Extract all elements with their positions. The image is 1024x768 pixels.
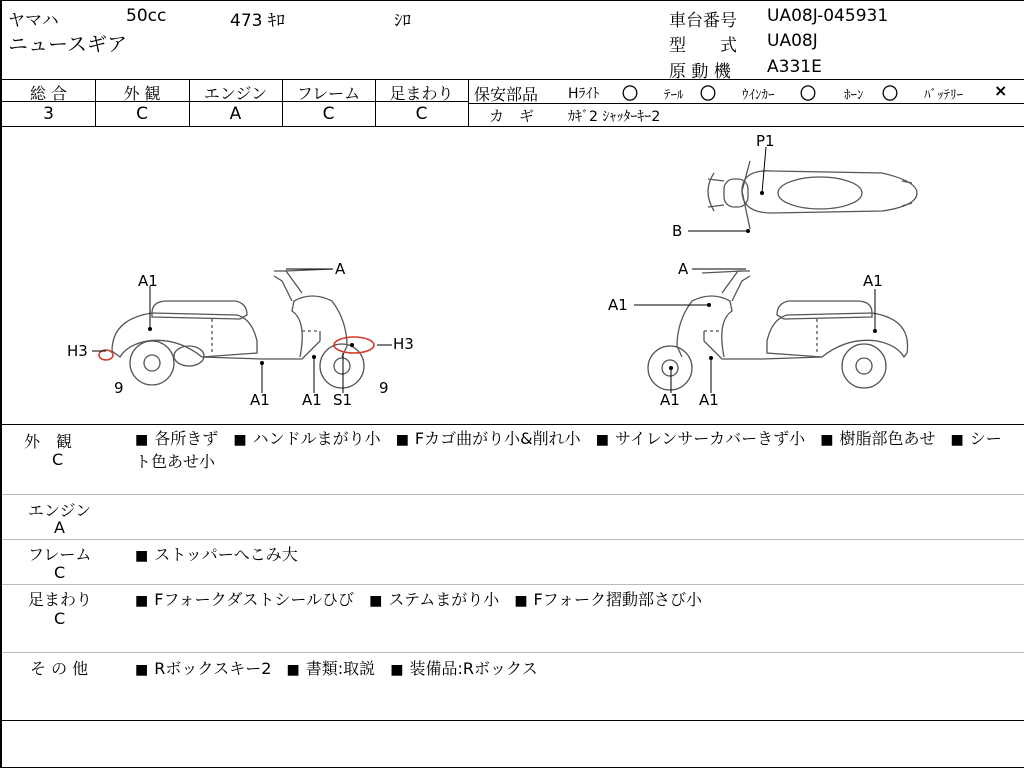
- note-item: ■ 各所きず: [135, 429, 218, 448]
- divider: [2, 424, 1024, 425]
- mileage: 473 ｷﾛ: [230, 11, 285, 31]
- safety-battery-label: ﾊﾞｯﾃﾘｰ: [924, 88, 963, 103]
- note-suspension-label: 足まわり: [28, 590, 93, 609]
- note-engine-grade: A: [54, 518, 65, 537]
- grade-suspension-label: 足まわり: [389, 84, 454, 103]
- divider: [2, 720, 1024, 721]
- note-item: ■ ステムまがり小: [369, 590, 499, 609]
- note-item: ■ ハンドルまがり小: [233, 429, 380, 448]
- note-exterior-grade: C: [52, 450, 64, 469]
- right-seat: [777, 301, 872, 319]
- label-a1: A1: [250, 391, 270, 409]
- safety-horn-label: ﾎｰﾝ: [844, 88, 864, 103]
- label-a1: A1: [863, 272, 883, 290]
- note-item: ■ 装備品:Rボックス: [390, 659, 538, 678]
- label-a: A: [335, 260, 346, 278]
- type-value: UA08J: [767, 31, 818, 51]
- grade-exterior-label: 外 観: [123, 84, 161, 103]
- label-s1: S1: [333, 391, 353, 409]
- grade-exterior-value: C: [136, 104, 148, 124]
- left-front-body: [292, 296, 347, 357]
- note-engine-label: エンジン: [28, 501, 92, 520]
- label-9: 9: [114, 379, 124, 397]
- note-other-items: [135, 656, 548, 679]
- top-view-handlebar: [708, 161, 750, 229]
- engine-value: A331E: [767, 57, 822, 77]
- note-item: ■ 書類:取説: [286, 659, 375, 678]
- note-item: ■ ストッパーへこみ大: [135, 545, 298, 564]
- right-rear-body: [767, 313, 908, 357]
- right-steering: [722, 271, 750, 301]
- safety-label: 保安部品: [474, 85, 539, 104]
- note-other-label: そ の 他: [30, 659, 89, 678]
- label-a: A: [678, 260, 689, 278]
- divider: [2, 652, 1024, 653]
- note-suspension-grade: C: [54, 609, 66, 628]
- label-a1: A1: [608, 296, 628, 314]
- divider: [2, 79, 1024, 80]
- divider: [2, 494, 1024, 495]
- grade-suspension-value: C: [415, 104, 428, 124]
- grade-frame-label: フレーム: [296, 84, 361, 103]
- grade-engine-value: A: [229, 104, 242, 124]
- label-a1: A1: [138, 272, 158, 290]
- divider: [2, 584, 1024, 585]
- note-item: ■ Fフォーク摺動部さび小: [514, 590, 702, 609]
- label-p1: P1: [756, 132, 775, 150]
- frame-no: UA08J-045931: [767, 6, 889, 26]
- safety-winker-label: ｳｲﾝｶｰ: [742, 88, 775, 103]
- grade-total-label: 総 合: [29, 84, 68, 103]
- note-suspension-items: [135, 587, 712, 610]
- key-label: カ ギ: [489, 107, 535, 125]
- note-item: ■ シート色あせ小: [135, 429, 1002, 471]
- safety-battery-mark: ×: [994, 81, 1008, 100]
- label-9: 9: [379, 379, 389, 397]
- left-seat: [152, 301, 247, 319]
- note-item: ■ Fカゴ曲がり小&削れ小: [396, 429, 581, 448]
- key-value: ｶｷﾞ2 ｼｬｯﾀｰｷｰ2: [568, 109, 661, 125]
- left-rear-wheel: [130, 341, 174, 385]
- safety-winker-mark: 〇: [800, 84, 817, 103]
- engine-label: 原 動 機: [669, 62, 731, 82]
- label-h3: H3: [393, 335, 414, 353]
- safety-tail-label: ﾃｰﾙ: [664, 88, 684, 103]
- maker: ヤマハ: [8, 11, 59, 31]
- displacement: 50cc: [126, 6, 167, 26]
- note-item: ■ 樹脂部色あせ: [820, 429, 935, 448]
- model-name: ニュースギア: [8, 32, 127, 56]
- divider: [468, 79, 469, 126]
- safety-tail-mark: 〇: [700, 84, 717, 103]
- note-exterior-label: 外 観: [24, 432, 73, 451]
- note-frame-label: フレーム: [28, 545, 92, 564]
- frame-no-label: 車台番号: [669, 11, 737, 31]
- left-steering: [274, 271, 302, 301]
- note-exterior-items: [135, 428, 1015, 473]
- grade-engine-label: エンジン: [203, 84, 268, 103]
- type-label: 型 式: [669, 36, 737, 56]
- label-a1: A1: [660, 391, 680, 409]
- grade-total-value: 3: [43, 104, 54, 124]
- note-item: ■ Rボックスキー2: [135, 659, 271, 678]
- label-b: B: [672, 222, 683, 240]
- divider: [2, 539, 1024, 540]
- right-rear-wheel: [842, 344, 886, 388]
- label-a1: A1: [699, 391, 719, 409]
- note-item: ■ Fフォークダストシールひび: [135, 590, 354, 609]
- body-color: ｼﾛ: [394, 11, 411, 31]
- safety-horn-mark: 〇: [882, 84, 899, 103]
- label-h3: H3: [67, 342, 88, 360]
- note-item: ■ サイレンサーカバーきず小: [596, 429, 805, 448]
- note-frame-items: [135, 542, 308, 565]
- label-a1: A1: [302, 391, 322, 409]
- note-frame-grade: C: [54, 563, 66, 582]
- divider: [468, 103, 1024, 104]
- safety-headlight-mark: 〇: [622, 84, 639, 103]
- safety-headlight-label: Hﾗｲﾄ: [568, 86, 600, 102]
- grade-frame-value: C: [322, 104, 335, 124]
- scooter-diagram: [2, 127, 1024, 425]
